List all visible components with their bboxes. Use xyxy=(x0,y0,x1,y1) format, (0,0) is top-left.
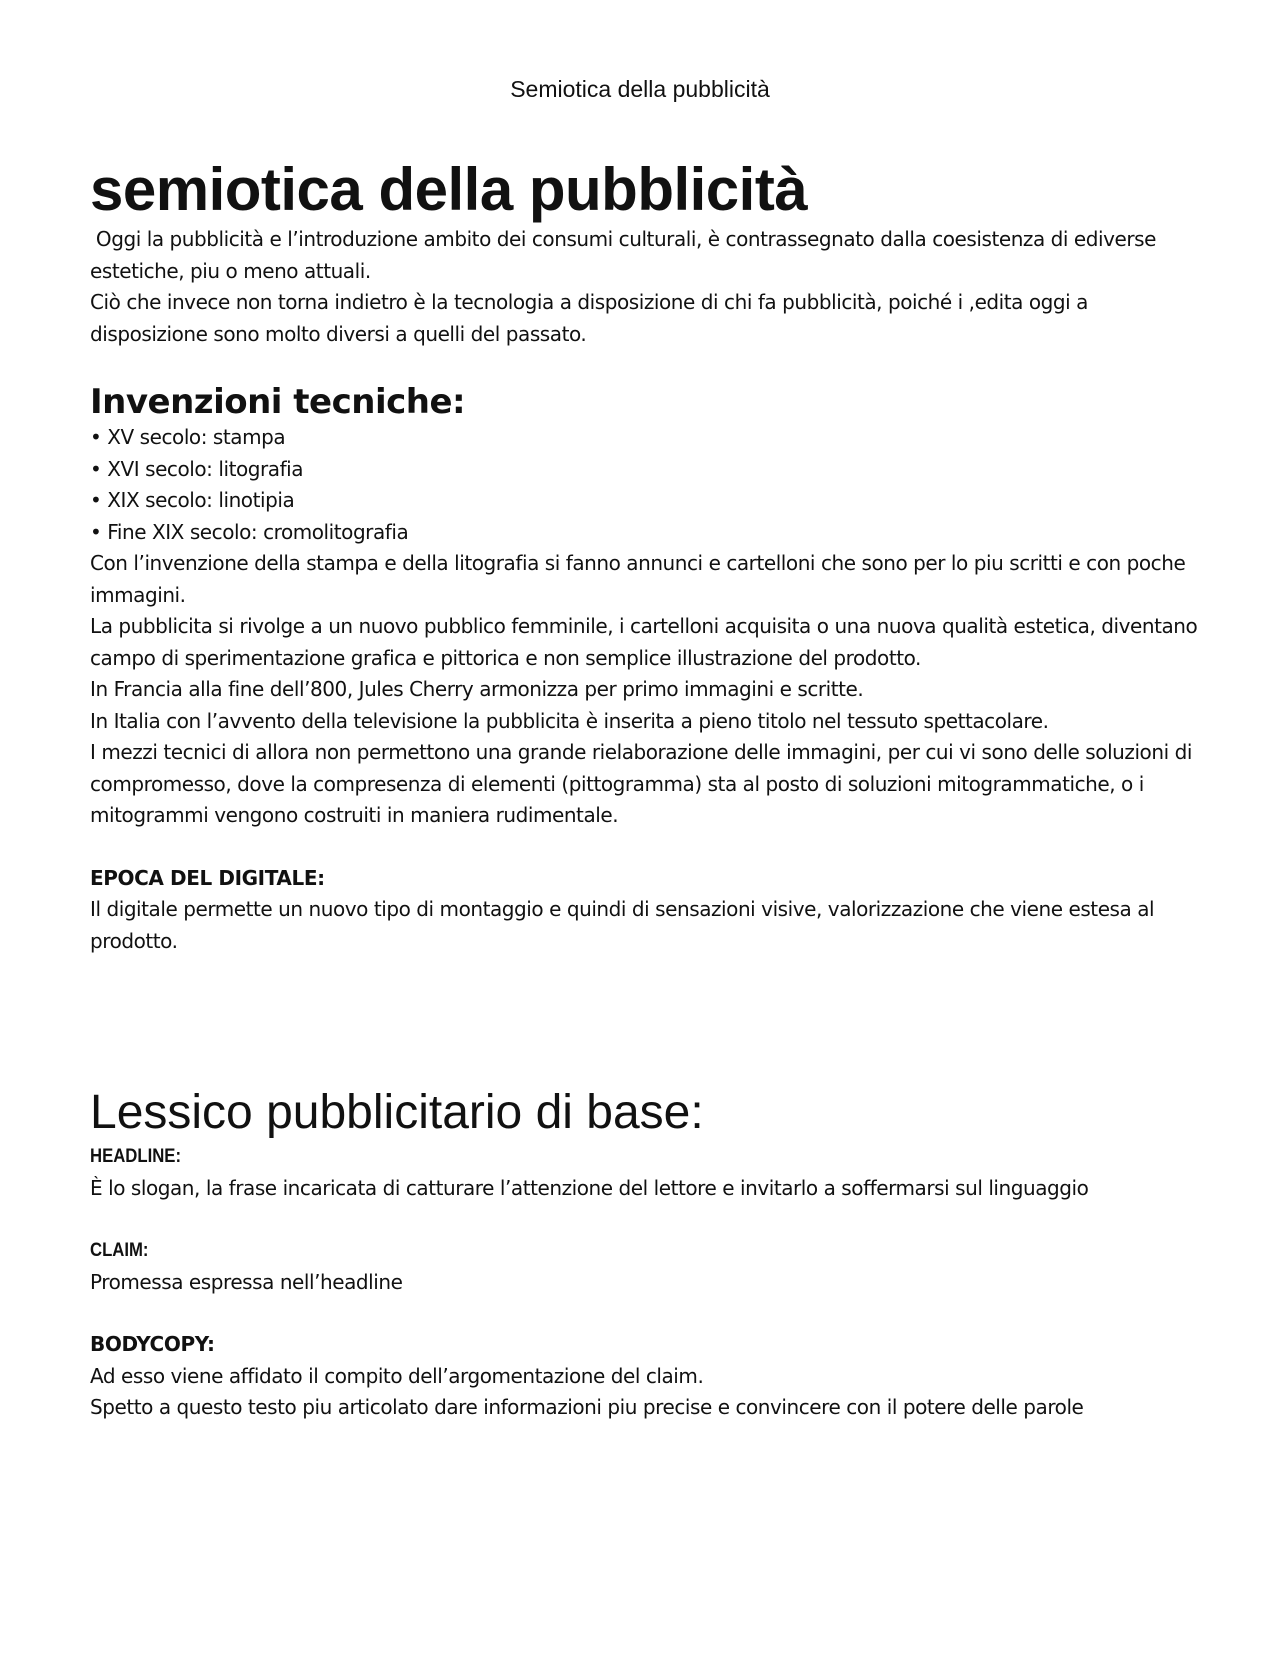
headline-label: HEADLINE: xyxy=(90,1146,182,1167)
bodycopy-label: BODYCOPY: xyxy=(90,1332,215,1356)
list-item: • XVI secolo: litografia xyxy=(90,454,1200,486)
bodycopy-definition-1: Ad esso viene affidato il compito dell’argomentazione del claim. xyxy=(90,1363,704,1388)
headline-block xyxy=(90,1141,1200,1204)
document-body xyxy=(90,156,1200,1424)
inventions-paragraph: La pubblicita si rivolge a un nuovo pubblico femminile, i cartelloni acquisita o una nuova qualità estetica, diventano campo di sperimentazione grafica e pittorica e non semplice illustrazione del prodotto. xyxy=(90,614,1198,670)
intro-paragraph-2: Ciò che invece non torna indietro è la tecnologia a disposizione di chi fa pubblicità, poiché i ,edita oggi a disposizione sono molto diversi a quelli del passato. xyxy=(90,290,1088,346)
spacer xyxy=(90,832,1200,863)
spacer xyxy=(90,1298,1200,1329)
claim-definition: Promessa espressa nell’headline xyxy=(90,1269,403,1294)
spacer xyxy=(90,350,1200,382)
inventions-heading: Invenzioni tecniche: xyxy=(90,382,466,422)
bodycopy-block xyxy=(90,1329,1200,1424)
claim-block xyxy=(90,1235,1200,1298)
running-header: Semiotica della pubblicità xyxy=(510,76,770,102)
spacer xyxy=(90,1204,1200,1235)
spacer xyxy=(90,957,1200,1085)
bodycopy-definition-2: Spetto a questo testo piu articolato dare informazioni piu precise e convincere con il potere delle parole xyxy=(90,1395,1084,1419)
digital-paragraph: Il digitale permette un nuovo tipo di montaggio e quindi di sensazioni visive, valorizzazione che viene estesa al prodotto. xyxy=(90,897,1155,953)
lessico-heading: Lessico pubblicitario di base: xyxy=(90,1086,704,1139)
inventions-paragraph: Con l’invenzione della stampa e della litografia si fanno annunci e cartelloni che sono per lo piu scritti e con poche immagini. xyxy=(90,551,1186,607)
intro-paragraph-1: Oggi la pubblicità e l’introduzione ambito dei consumi culturali, è contrassegnato dalla coesistenza di ediverse estetiche, piu o meno attuali. xyxy=(90,227,1162,283)
page-title: semiotica della pubblicità xyxy=(90,156,808,223)
inventions-paragraph: In Francia alla fine dell’800, Jules Cherry armonizza per primo immagini e scritte. xyxy=(90,677,864,701)
inventions-paragraph: In Italia con l’avvento della televisione la pubblicita è inserita a pieno titolo nel tessuto spettacolare. xyxy=(90,708,1049,733)
list-item: • XIX secolo: linotipia xyxy=(90,485,1200,517)
claim-label: CLAIM: xyxy=(90,1240,149,1261)
list-item: • Fine XIX secolo: cromolitografia xyxy=(90,517,1200,549)
headline-definition: È lo slogan, la frase incaricata di catturare l’attenzione del lettore e invitarlo a soffermarsi sul linguaggio xyxy=(90,1175,1089,1200)
digital-heading: EPOCA DEL DIGITALE: xyxy=(90,865,325,890)
list-item: • XV secolo: stampa xyxy=(90,422,1200,454)
inventions-list xyxy=(90,422,1200,548)
inventions-paragraph: I mezzi tecnici di allora non permettono una grande rielaborazione delle immagini, per cui vi sono delle soluzioni di compromesso, dove la compresenza di elementi (pittogramma) sta al posto di soluzioni mitogrammatiche, o i mitogrammi vengono costruiti in maniera rudimentale. xyxy=(90,740,1192,827)
